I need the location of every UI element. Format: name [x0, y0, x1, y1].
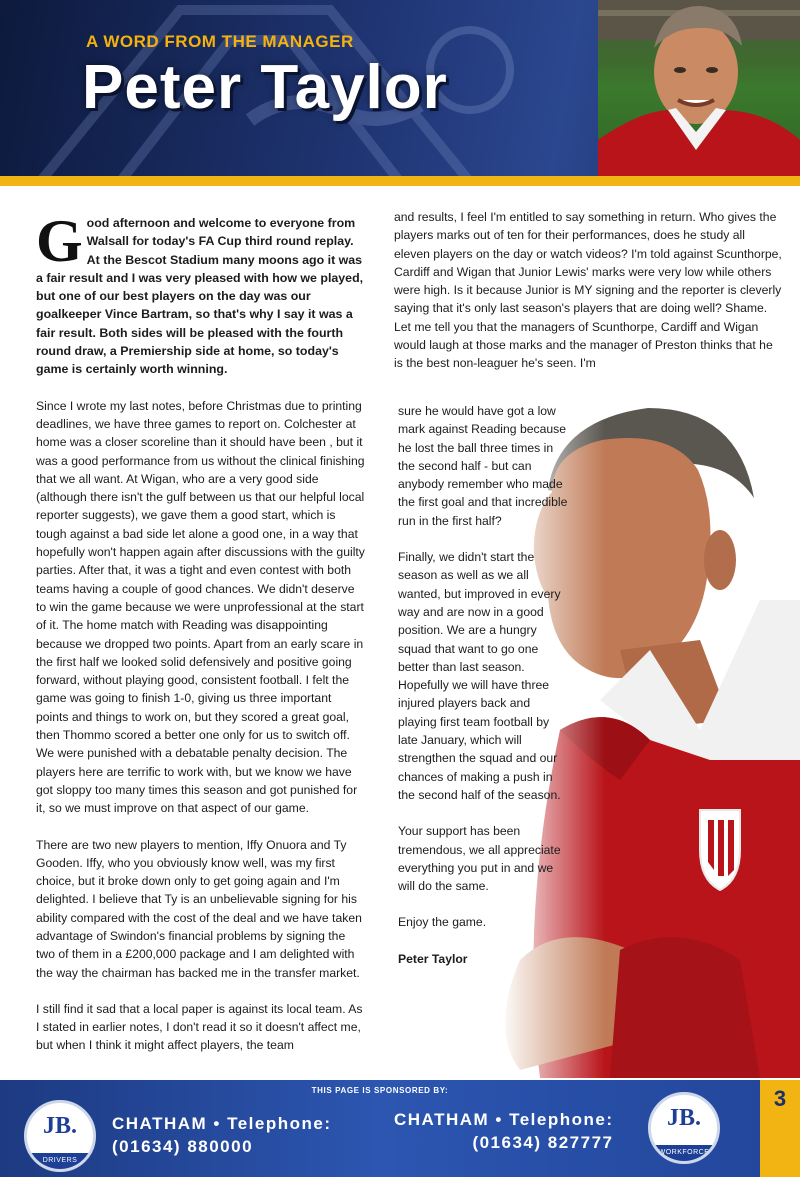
drop-cap: G [36, 208, 83, 274]
sponsor-left-contact [112, 1112, 331, 1158]
page-header [0, 0, 800, 182]
page-number-tab [760, 1080, 800, 1177]
article-lead [36, 208, 366, 379]
sponsor-label: THIS PAGE IS SPONSORED BY: [311, 1086, 449, 1095]
paragraph-1: Since I wrote my last notes, before Christmas due to printing deadlines, we have three games to report on. Colchester at home was a closer scoreline than it should have been , but it was a good performance from us without the clinical finishing that we all want. At Wigan, who are a very good side (although there isn't the gulf between us that our helpful local reporter suggests), we gave them a good start, which is tough against a bad side let alone a good one, in a way that hopefully won't happen again after discussions with the guilty parties. After that, it was a tight and even contest with both teams having a couple of good chances. We didn't deserve to win the game because we were unprofessional at the start of it. The home match with Reading was disappointing because we dropped two points. Apart from an early scare in the first half we looked solid defensively and positive going forward, without playing good, consistent football. I felt the game was going to finish 1-0, giving us three important points and things to work on, but they scored a great goal, then Thommo scored a better one only for us to switch off. We were punished with a debatable penalty decision. The players here are terrific to work with, but we know we have got sloppy too many times this season and got punished for it, so we must improve on that aspect of our game. [36, 398, 365, 816]
logo-subtext: DRIVERS [27, 1153, 93, 1169]
sponsor-footer [0, 1080, 760, 1177]
logo-subtext: WORKFORCE [651, 1145, 717, 1161]
sponsor-right-line1: CHATHAM • Telephone: [394, 1110, 614, 1129]
sponsor-left-line1: CHATHAM • Telephone: [112, 1114, 332, 1133]
sponsor-right-contact [394, 1108, 613, 1154]
page-title: Peter Taylor [82, 53, 448, 122]
logo-text: JB. [666, 1105, 701, 1131]
article-column-1 [36, 208, 366, 1073]
header-accent-strip [0, 176, 800, 186]
header-photo [598, 0, 800, 176]
article-column-2-narrow [398, 402, 568, 986]
sponsor-right-phone: (01634) 827777 [472, 1133, 614, 1152]
paragraph-5: Your support has been tremendous, we all appreciate everything you put in and we will do the same. [398, 824, 561, 894]
article-column-2-top [394, 208, 784, 391]
paragraph-4: Finally, we didn't start the season as well as we all wanted, but improved in every way and are now in a good position. We are a hungry squad that want to go one better than last season. Hopefully we will have three injured players back and playing first team football by late January, which will strengthen the squad and our chances of making a push in the second half of the season. [398, 550, 561, 802]
paragraph-3-continued: and results, I feel I'm entitled to say something in return. Who gives the players marks out of ten for their performances, does he study all eleven players on the day or watch videos? I'm told against Scunthorpe, Cardiff and Wigan that Junior Lewis' marks were very low while others were high. Is it because Junior is MY signing and the reporter is cleverly saying that it's only last season's players that are doing well? Shame. Let me tell you that the managers of Scunthorpe, Cardiff and Wigan would laugh at those marks and the manager of Preston thinks that he is the best non-leaguer he's seen. I'm [394, 210, 782, 371]
signature: Peter Taylor [398, 951, 468, 966]
paragraph-6: Enjoy the game. [398, 915, 487, 930]
paragraph-2: There are two new players to mention, Iffy Onuora and Ty Gooden. Iffy, who you obviously know well, was my first choice, but it broke down only to get going again and I'm delighted. I believe that Ty is an unbelievable signing for his ability compared with the cost of the deal and we have taken advantage of Swindon's financial problems by signing the two of them in a £200,000 package and I am delighted with the way the chairman has backed me in the transfer market. [36, 837, 362, 980]
paragraph-3-narrow: sure he would have got a low mark against Reading because he lost the ball three times in the second half - but can anybody remember who made the first goal and that incredible run in the first half? [398, 404, 568, 528]
page-number: 3 [773, 1086, 787, 1111]
logo-text: JB. [42, 1113, 77, 1139]
jb-drivers-logo [24, 1100, 96, 1172]
sponsor-left-phone: (01634) 880000 [112, 1137, 254, 1156]
jb-workforce-logo [648, 1092, 720, 1164]
section-kicker: A WORD FROM THE MANAGER [86, 32, 354, 51]
lead-text: ood afternoon and welcome to everyone from Walsall for today's FA Cup third round replay. At the Bescot Stadium many moons ago it was a fair result and I was very pleased with how we played, but one of our best players on the day was our goalkeeper Vince Bartram, so that's why I say it was a fair result. Both sides will be pleased with the fourth round draw, a Premiership side at home, so today's game is certainly worth winning. [36, 216, 364, 377]
paragraph-3: I still find it sad that a local paper is against its local team. As I stated in earlier notes, I don't read it so it doesn't affect me, but when I think it might affect players, the team [36, 1001, 363, 1053]
